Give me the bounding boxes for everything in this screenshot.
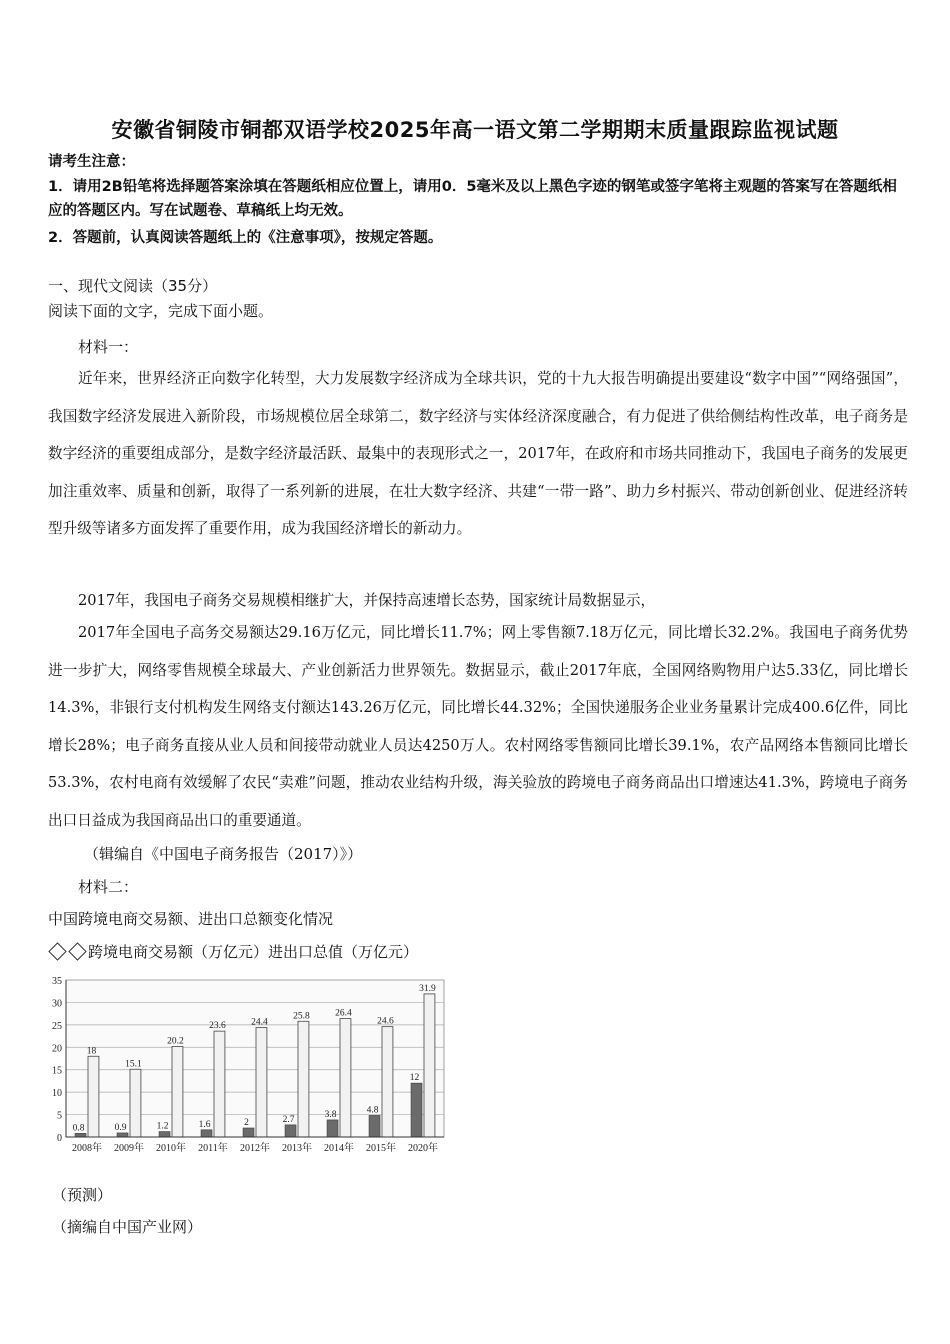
x-tick-label: 2010年	[156, 1143, 186, 1154]
bar-import-export-total	[340, 1019, 351, 1137]
chart-heading: 中国跨境电商交易额、进出口总额变化情况	[48, 910, 334, 928]
data-label: 24.6	[377, 1016, 394, 1027]
bar-chart	[44, 972, 454, 1167]
data-label: 25.8	[293, 1011, 310, 1022]
legend-text: 跨境电商交易额（万亿元）进出口总值（万亿元）	[88, 943, 419, 961]
bar-cross-border-ecommerce	[369, 1115, 380, 1137]
data-label: 1.2	[156, 1121, 169, 1132]
chart-source: （摘编自中国产业网）	[52, 1218, 203, 1236]
notice-item-2: 2．答题前，认真阅读答题纸上的《注意事项》，按规定答题。	[48, 230, 443, 246]
x-tick-label: 2014年	[324, 1143, 354, 1154]
y-tick-label: 20	[52, 1043, 62, 1055]
data-label: 20.2	[167, 1036, 184, 1047]
data-label: 3.8	[324, 1109, 337, 1120]
data-label: 2	[244, 1118, 249, 1129]
reading-instruction: 阅读下面的文字，完成下面小题。	[48, 302, 274, 320]
x-tick-label: 2011年	[198, 1143, 228, 1154]
y-tick-label: 5	[57, 1110, 62, 1122]
forecast-note: （预测）	[52, 1186, 113, 1204]
bar-cross-border-ecommerce	[117, 1133, 128, 1137]
data-label: 12	[409, 1073, 420, 1084]
x-tick-label: 2020年	[408, 1143, 438, 1154]
data-label: 31.9	[419, 983, 436, 994]
material-2-label: 材料二：	[78, 878, 139, 896]
bar-import-export-total	[130, 1069, 141, 1137]
data-label: 0.8	[72, 1123, 85, 1134]
x-tick-label: 2008年	[72, 1143, 102, 1154]
bar-cross-border-ecommerce	[285, 1125, 296, 1137]
bar-import-export-total	[382, 1027, 393, 1137]
y-tick-label: 35	[52, 976, 62, 987]
section-heading: 一、现代文阅读（35分）	[48, 277, 218, 295]
paragraph-text: 2017年全国电子高务交易额达29.16万亿元，同比增长11.7%；网上零售额7.18万亿元，同比增长32.2%。我国电子商务优势进一步扩大，网络零售规模全球最大、产业创新活力世界领先。数据显示，截止2017年底，全国网络购物用户达5.33亿，同比增长14.3%，非银行支付机构发生网络支付额达143.26万亿元，同比增长44.32%；全国快递服务企业业务量累计完成400.6亿件，同比增长28%；电子商务直接从业人员和间接带动就业人员达4250万人。农村网络零售额同比增长39.1%，农产品网络本售额同比增长53.3%，农村电商有效缓解了农民“卖难”问题，推动农业结构升级，海关验放的跨境电子商务商品出口增速达41.3%，跨境电子商务出口日益成为我国商品出口的重要通道。	[48, 624, 908, 829]
data-label: 23.6	[209, 1021, 226, 1032]
bar-cross-border-ecommerce	[411, 1083, 422, 1137]
data-label: 26.4	[335, 1008, 352, 1019]
x-tick-label: 2012年	[240, 1143, 270, 1154]
y-tick-label: 25	[52, 1020, 62, 1032]
bar-import-export-total	[424, 994, 435, 1137]
x-tick-label: 2015年	[366, 1143, 396, 1154]
data-label: 24.4	[251, 1017, 268, 1028]
page-title: 安徽省铜陵市铜都双语学校2025年高一语文第二学期期末质量跟踪监视试题	[111, 118, 839, 142]
material-1-label: 材料一：	[78, 338, 139, 356]
bar-cross-border-ecommerce	[243, 1128, 254, 1137]
y-tick-label: 30	[52, 998, 62, 1010]
x-tick-label: 2009年	[114, 1143, 144, 1154]
data-label: 18	[86, 1046, 97, 1057]
y-tick-label: 10	[52, 1088, 62, 1100]
x-tick-label: 2013年	[282, 1143, 312, 1154]
bar-cross-border-ecommerce	[159, 1132, 170, 1137]
chart-legend	[48, 941, 418, 962]
material-1-paragraph-1	[48, 360, 908, 548]
y-tick-label: 15	[52, 1065, 62, 1077]
material-1-paragraph-3	[48, 614, 908, 839]
paragraph-text: 2017年，我国电子商务交易规模相继扩大，并保持高速增长态势，国家统计局数据显示，	[78, 592, 656, 609]
data-label: 1.6	[198, 1119, 211, 1130]
data-label: 4.8	[366, 1105, 379, 1116]
bar-import-export-total	[88, 1056, 99, 1137]
data-label: 15.1	[125, 1059, 142, 1070]
material-1-source: （辑编自《中国电子商务报告（2017）》）	[84, 845, 363, 863]
bar-import-export-total	[172, 1046, 183, 1137]
bar-cross-border-ecommerce	[327, 1120, 338, 1137]
y-tick-label: 0	[57, 1133, 62, 1144]
bar-import-export-total	[298, 1021, 309, 1137]
diamond-icon	[48, 942, 66, 960]
bar-import-export-total	[256, 1028, 267, 1137]
notice-heading: 请考生注意：	[48, 154, 135, 170]
diamond-icon	[68, 942, 86, 960]
paragraph-text: 近年来，世界经济正向数字化转型，大力发展数字经济成为全球共识，党的十九大报告明确提出要建设“数字中国”“网络强国”，我国数字经济发展进入新阶段，市场规模位居全球第二，数字经济与实体经济深度融合，有力促进了供给侧结构性改革，电子商务是数字经济的重要组成部分，是数字经济最活跃、最集中的表现形式之一，2017年，在政府和市场共同推动下，我国电子商务的发展更加注重效率、质量和创新，取得了一系列新的进展，在壮大数字经济、共建“一带一路”、助力乡村振兴、带动创新创业、促进经济转型升级等诸多方面发挥了重要作用，成为我国经济增长的新动力。	[48, 370, 908, 537]
bar-import-export-total	[214, 1031, 225, 1137]
data-label: 2.7	[282, 1114, 295, 1125]
bar-cross-border-ecommerce	[201, 1130, 212, 1137]
data-label: 0.9	[114, 1122, 127, 1133]
notice-item-1: 1．请用2B铅笔将选择题答案涂填在答题纸相应位置上，请用0．5毫米及以上黑色字迹的钢笔或签字笔将主观题的答案写在答题纸相应的答题区内。写在试题卷、草稿纸上均无效。	[48, 179, 897, 219]
bar-cross-border-ecommerce	[75, 1133, 86, 1137]
